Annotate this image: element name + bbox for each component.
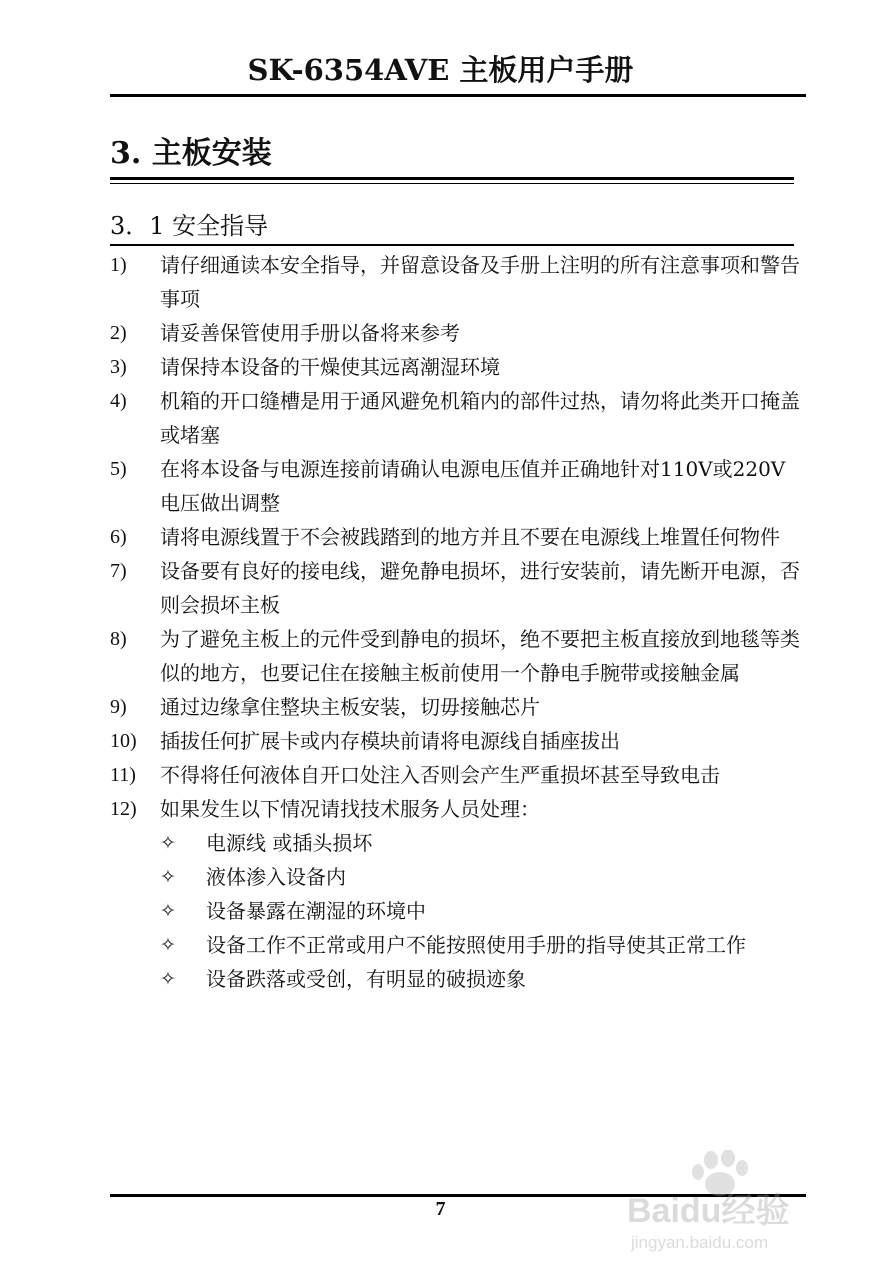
- item-text: 为了避免主板上的元件受到静电的损坏，绝不要把主板直接放到地毯等类似的地方，也要记住在接触主板前使用一个静电手腕带或接触金属: [160, 627, 800, 685]
- diamond-bullet-icon: ✧: [160, 866, 176, 888]
- item-number: 6): [110, 526, 127, 548]
- item-number: 8): [110, 628, 127, 650]
- item-number: 4): [110, 390, 127, 412]
- watermark-url: jingyan.baidu.com: [631, 1233, 769, 1252]
- section-rule-thin: [110, 183, 794, 184]
- item-number: 3): [110, 356, 127, 378]
- item-number: 7): [110, 560, 127, 582]
- item-text: 设备要有良好的接电线，避免静电损坏，进行安装前，请先断开电源，否则会损坏主板: [160, 559, 800, 617]
- sub-list-item: [160, 928, 810, 962]
- sub-list-item: [160, 826, 810, 860]
- list-item: [110, 452, 810, 520]
- list-item: [110, 792, 810, 826]
- list-item: [110, 622, 810, 690]
- item-text: 通过边缘拿住整块主板安装，切毋接触芯片: [160, 695, 540, 719]
- list-item: [110, 248, 810, 316]
- item-number: 9): [110, 696, 127, 718]
- sub-item-text: 设备跌落或受创，有明显的破损迹象: [206, 967, 526, 991]
- section-title: 3. 主板安装: [110, 136, 272, 171]
- list-item: [110, 350, 810, 384]
- item-number: 1): [110, 254, 127, 276]
- item-text: 请妥善保管使用手册以备将来参考: [160, 321, 460, 345]
- diamond-bullet-icon: ✧: [160, 832, 176, 854]
- list-item: [110, 316, 810, 350]
- diamond-bullet-icon: ✧: [160, 934, 176, 956]
- item-number: 10): [110, 730, 137, 752]
- sub-item-text: 液体渗入设备内: [206, 865, 346, 889]
- footer-rule: [110, 1194, 806, 1197]
- item-text: 插拔任何扩展卡或内存模块前请将电源线自插座拔出: [160, 729, 620, 753]
- header-rule: [110, 94, 806, 97]
- item-text: 机箱的开口缝槽是用于通风避免机箱内的部件过热，请勿将此类开口掩盖或堵塞: [160, 389, 800, 447]
- sub-item-text: 电源线 或插头损坏: [206, 831, 373, 855]
- list-item: [110, 520, 810, 554]
- item-number: 11): [110, 764, 136, 786]
- item-text: 如果发生以下情况请找技术服务人员处理：: [160, 797, 540, 821]
- item-number: 12): [110, 798, 137, 820]
- list-item: [110, 724, 810, 758]
- sub-item-text: 设备暴露在潮湿的环境中: [206, 899, 426, 923]
- diamond-bullet-icon: ✧: [160, 900, 176, 922]
- item-number: 5): [110, 458, 127, 480]
- paw-logo-icon: [692, 1150, 748, 1196]
- diamond-bullet-icon: ✧: [160, 968, 176, 990]
- list-item: [110, 384, 810, 452]
- sub-item-text: 设备工作不正常或用户不能按照使用手册的指导使其正常工作: [206, 933, 746, 957]
- watermark-brand: Baidu经验: [627, 1192, 790, 1230]
- list-item: [110, 554, 810, 622]
- item-number: 2): [110, 322, 127, 344]
- list-item: [110, 690, 810, 724]
- item-text: 请保持本设备的干燥使其远离潮湿环境: [160, 355, 500, 379]
- sub-list-item: [160, 962, 810, 996]
- sub-list-item: [160, 860, 810, 894]
- subsection-rule: [110, 244, 794, 246]
- subsection-title: 3．1 安全指导: [110, 212, 269, 240]
- item-text: 请将电源线置于不会被践踏到的地方并且不要在电源线上堆置任何物件: [160, 525, 780, 549]
- safety-list: [110, 248, 810, 996]
- item-text: 不得将任何液体自开口处注入否则会产生严重损坏甚至导致电击: [160, 763, 720, 787]
- sub-list: [160, 826, 810, 996]
- item-text: 在将本设备与电源连接前请确认电源电压值并正确地针对110V或220V 电压做出调整: [160, 457, 786, 515]
- sub-list-item: [160, 894, 810, 928]
- manual-title: SK-6354AVE 主板用户手册: [247, 53, 634, 87]
- section-rule-thick: [110, 177, 794, 180]
- item-text: 请仔细通读本安全指导，并留意设备及手册上注明的所有注意事项和警告事项: [160, 253, 800, 311]
- list-item: [110, 758, 810, 792]
- page-number: 7: [435, 1198, 446, 1220]
